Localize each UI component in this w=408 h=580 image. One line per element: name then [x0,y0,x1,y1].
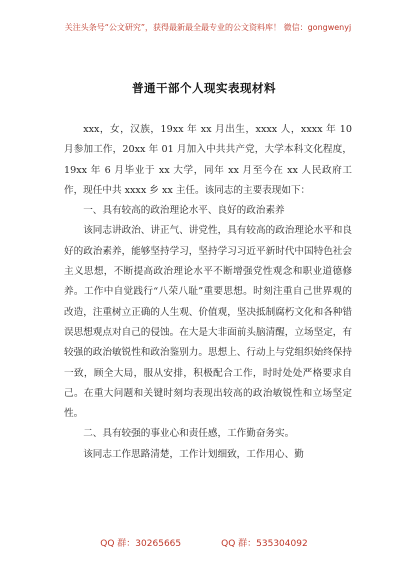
paragraph-section-2: 该同志工作思路清楚，工作计划细致，工作用心、勤 [83,448,304,460]
section-heading-1: 一、具有较高的政治理论水平、良好的政治素养 [83,205,285,217]
footer [0,536,408,549]
footer-qq-group-1: QQ 群：30265665 [100,539,182,549]
footer-qq-group-2: QQ 群：535304092 [221,539,308,549]
document-title: 普通干部个人现实表现材料 [132,81,276,95]
paragraph-intro: xxx，女，汉族，19xx 年 xx 月出生，xxxx 人，xxxx 年 10 月参加工作，20xx 年 01 月加入中共共产党，大学本科文化程度，19xx 年 6 月毕业于 xx 大学，同年 xx 月至今在 xx 人民政府工作，现任中共 xxxx 乡 xx 主任。该同志的主要表现如下： [64,124,352,196]
header-banner: 关注头条号“公文研究”，获得最新最全最专业的公文资料库！ 微信：gongwenyj [64,23,352,32]
document-body [64,120,352,465]
paragraph-section-1: 该同志讲政治、讲正气、讲党性，具有较高的政治理论水平和良好的政治素养，能够坚持学习，坚持学习习近平新时代中国特色社会主义思想，不断提高政治理论水平不断增强党性观念和职业道德修养。工作中自觉践行“八荣八耻”重要思想。时刻注重自己世界观的改造，注重树立正确的人生观、价值观，坚决抵制腐朽文化和各种错误思想观点对自己的侵蚀。在大是大非面前头脑清醒，立场坚定，有较强的政治敏锐性和政治鉴别力。思想上、行动上与党组织始终保持一致，顾全大局，服从安排，积极配合工作，时时处处严格要求自己。在重大问题和关键时刻均表现出较高的政治敏锐性和立场坚定性。 [64,225,352,420]
section-heading-2: 二、具有较强的事业心和责任感，工作勤奋务实。 [83,428,295,440]
